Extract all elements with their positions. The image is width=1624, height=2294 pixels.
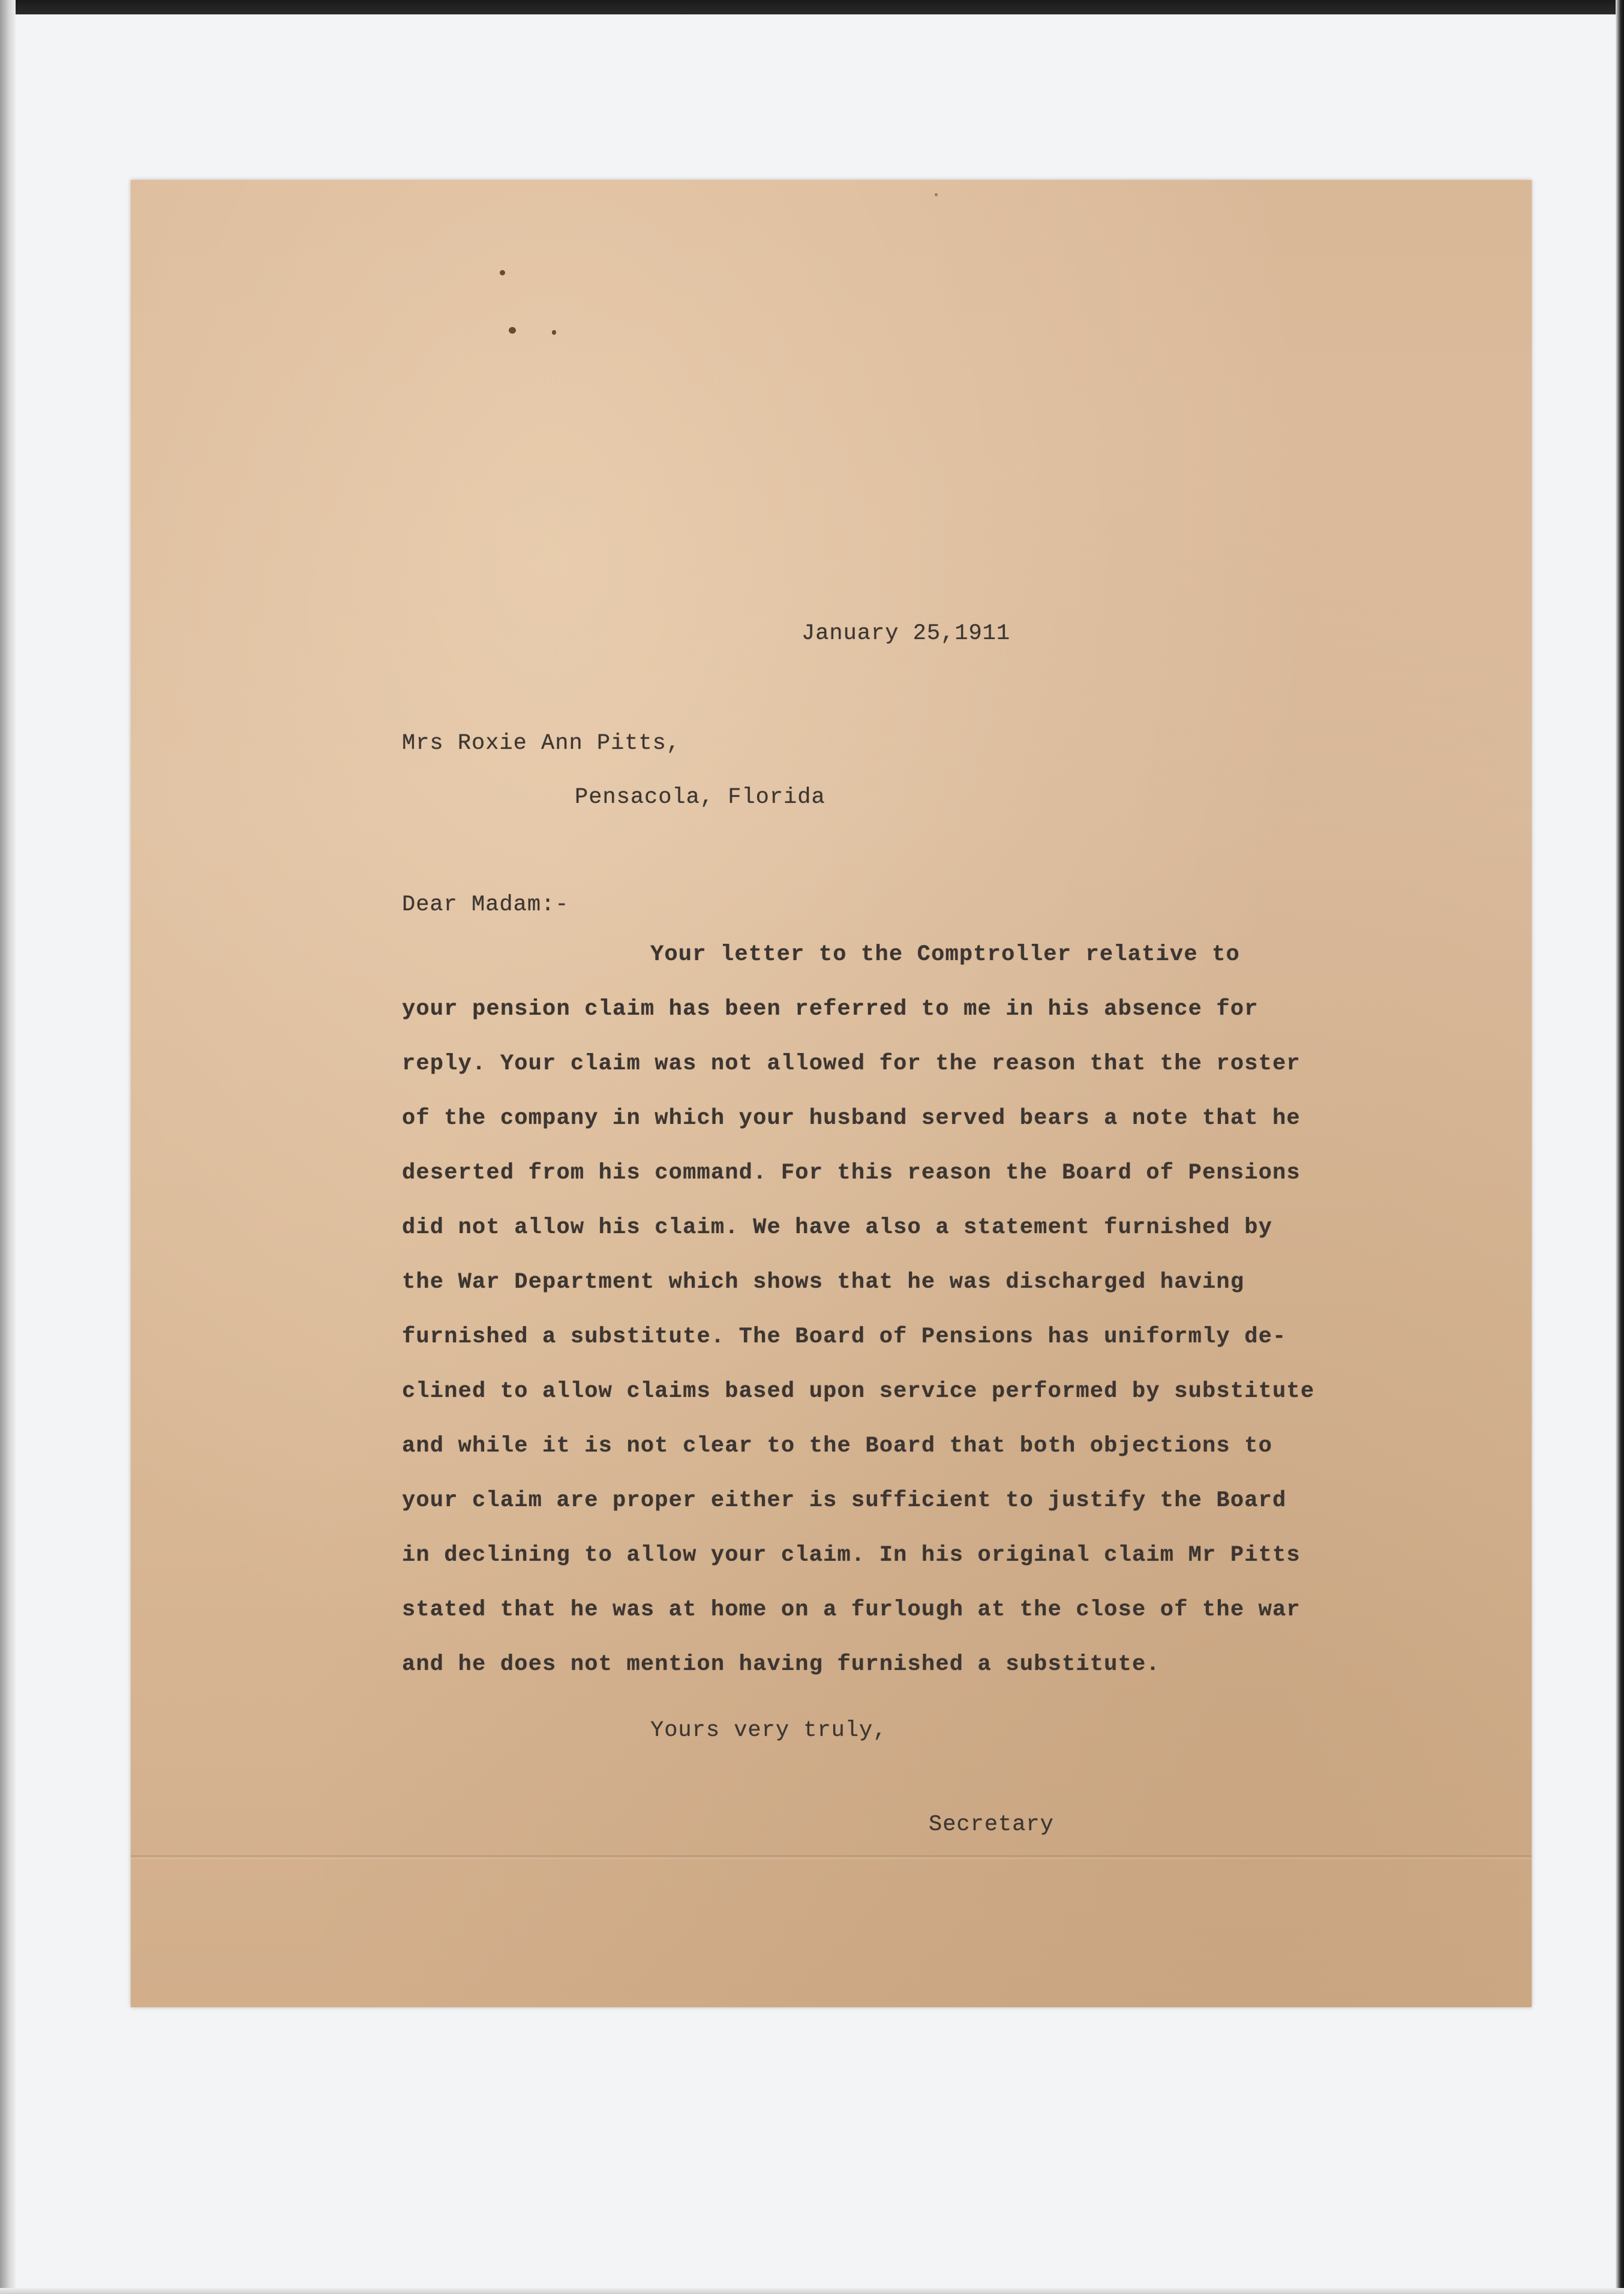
recipient-city: Pensacola, Florida: [575, 785, 825, 810]
letter-date: January 25,1911: [802, 621, 1011, 646]
scanner-left-edge: [0, 0, 16, 2294]
body-line: your claim are proper either is sufficient to justify the Board: [402, 1488, 1287, 1513]
ink-speck: [935, 193, 938, 196]
body-line: and while it is not clear to the Board that both objections to: [402, 1434, 1273, 1459]
ink-speck: [509, 327, 516, 334]
signature-title: Secretary: [929, 1812, 1054, 1837]
letter-sheet: [131, 180, 1532, 2007]
body-line: Your letter to the Comptroller relative to: [650, 942, 1240, 967]
body-line: of the company in which your husband served bears a note that he: [402, 1106, 1301, 1131]
scanner-bottom-edge: [0, 2288, 1624, 2294]
paper-fold: [131, 1855, 1532, 1859]
body-line: and he does not mention having furnished a substitute.: [402, 1652, 1160, 1677]
scanner-right-edge: [1616, 0, 1624, 2294]
salutation: Dear Madam:-: [402, 892, 569, 917]
body-line: in declining to allow your claim. In his original claim Mr Pitts: [402, 1543, 1301, 1568]
body-line: did not allow his claim. We have also a statement furnished by: [402, 1215, 1273, 1240]
body-line: stated that he was at home on a furlough at the close of the war: [402, 1597, 1301, 1623]
body-line: clined to allow claims based upon service performed by substitute: [402, 1379, 1315, 1404]
body-line: furnished a substitute. The Board of Pensions has uniformly de-: [402, 1324, 1287, 1350]
body-line: deserted from his command. For this reason the Board of Pensions: [402, 1161, 1301, 1186]
closing: Yours very truly,: [650, 1718, 887, 1743]
body-line: reply. Your claim was not allowed for the reason that the roster: [402, 1051, 1301, 1076]
body-line: the War Department which shows that he was discharged having: [402, 1270, 1245, 1295]
scanner-top-edge: [0, 0, 1624, 14]
recipient-name: Mrs Roxie Ann Pitts,: [402, 731, 681, 756]
ink-speck: [500, 270, 505, 275]
ink-speck: [552, 330, 556, 335]
body-line: your pension claim has been referred to me in his absence for: [402, 997, 1259, 1022]
